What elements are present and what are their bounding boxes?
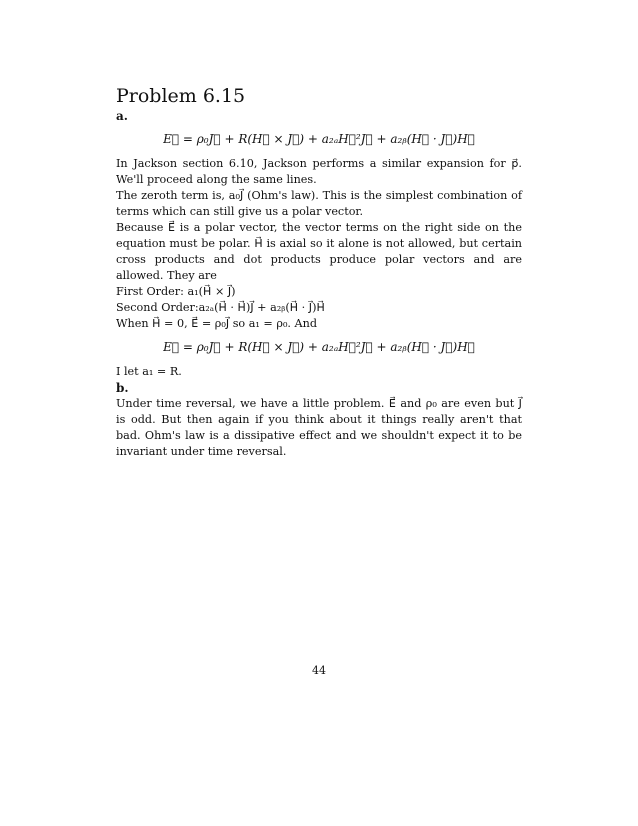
paragraph-zeroth-term: The zeroth term is, a₀J⃗ (Ohm's law). This is the simplest combination of terms which can still give us a polar vector. xyxy=(116,189,522,218)
equation-2: E⃗ = ρ₀J⃗ + R(H⃗ × J⃗) + a₂ₐH⃗²J⃗ + a₂ᵦ(H⃗ · J⃗)H⃗ xyxy=(163,340,475,354)
part-b-label: b. xyxy=(116,381,129,395)
when-line: When H⃗ = 0, E⃗ = ρ₀J⃗ so a₁ = ρ₀. And xyxy=(116,317,317,330)
page-content xyxy=(116,84,522,460)
part-a-label: a. xyxy=(116,109,128,123)
paragraph-time-reversal: Under time reversal, we have a little problem. E⃗ and ρ₀ are even but J⃗ is odd. But then again if you think about it things really aren't that bad. Ohm's law is a dissipative effect and we shouldn't expect it to be invariant under time reversal. xyxy=(116,397,522,458)
problem-title: Problem 6.15 xyxy=(116,85,246,107)
paragraph-polar-vector: Because E⃗ is a polar vector, the vector terms on the right side on the equation must be polar. H⃗ is axial so it alone is not allowed, but certain cross products and dot products produce polar vectors and are allowed. They are xyxy=(116,221,522,282)
first-order-line: First Order: a₁(H⃗ × J⃗) xyxy=(116,285,236,298)
page-number: 44 xyxy=(312,664,326,677)
paragraph-jackson: In Jackson section 6.10, Jackson performs a similar expansion for p⃗. We'll proceed along the same lines. xyxy=(116,157,522,186)
equation-1: E⃗ = ρ₀J⃗ + R(H⃗ × J⃗) + a₂ₐH⃗²J⃗ + a₂ᵦ(H⃗ · J⃗)H⃗ xyxy=(163,132,475,146)
second-order-line: Second Order:a₂ₐ(H⃗ · H⃗)J⃗ + a₂ᵦ(H⃗ · J⃗)H⃗ xyxy=(116,301,325,314)
let-line: I let a₁ = R. xyxy=(116,365,182,378)
